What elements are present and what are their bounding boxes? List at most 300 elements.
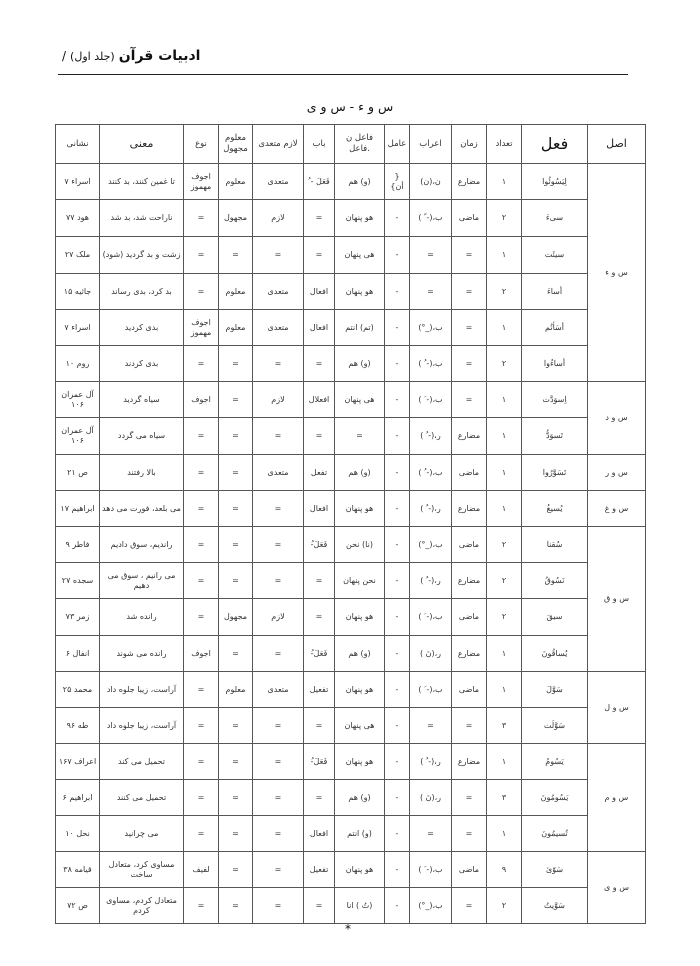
amil-cell: { أن}	[385, 164, 410, 200]
amil-cell: -	[385, 527, 410, 563]
transitivity-cell: متعدی	[253, 164, 304, 200]
voice-cell: =	[219, 237, 253, 274]
meaning-cell: رانده می شوند	[100, 636, 184, 672]
meaning-cell: می بلعد، فورت می دهد	[100, 491, 184, 527]
voice-cell: =	[219, 816, 253, 852]
count-cell: ۱	[487, 382, 522, 418]
voice-cell: =	[219, 708, 253, 744]
subject-cell: (و) هم	[335, 455, 385, 491]
irab-cell: ر،(- ُ )	[410, 563, 452, 599]
count-cell: ۱	[487, 744, 522, 780]
amil-cell: -	[385, 310, 410, 346]
reference-cell: طه ۹۶	[56, 708, 100, 744]
tense-cell: =	[452, 780, 487, 816]
verb-cell: یُسیغُ	[522, 491, 588, 527]
bab-cell: =	[304, 563, 335, 599]
reference-cell: ملک ۲۷	[56, 237, 100, 274]
table-row	[56, 200, 646, 237]
subject-cell: (نا) نحن	[335, 527, 385, 563]
tense-cell: ماضی	[452, 455, 487, 491]
type-cell: =	[184, 708, 219, 744]
tense-cell: مضارع	[452, 744, 487, 780]
amil-cell: -	[385, 418, 410, 455]
reference-cell: آل عمران ۱۰۶	[56, 382, 100, 418]
irab-cell: ب،(- َ )	[410, 382, 452, 418]
bab-cell: تفعیل	[304, 852, 335, 888]
voice-cell: =	[219, 346, 253, 382]
tense-cell: =	[452, 382, 487, 418]
count-cell: ۲	[487, 274, 522, 310]
subject-cell: هو پنهان	[335, 672, 385, 708]
verb-cell: سَوّیٰ	[522, 852, 588, 888]
count-cell: ۲	[487, 200, 522, 237]
tense-cell: =	[452, 708, 487, 744]
voice-cell: =	[219, 780, 253, 816]
col-count: تعداد	[487, 125, 522, 164]
tense-cell: ماضی	[452, 599, 487, 636]
irab-cell: ر،(- ُ )	[410, 491, 452, 527]
root-cell: س و ر	[588, 455, 646, 491]
transitivity-cell: =	[253, 527, 304, 563]
irab-cell: ب،(_°)	[410, 527, 452, 563]
root-cell: س و ی	[588, 852, 646, 924]
table-row	[56, 852, 646, 888]
root-cell: س و م	[588, 744, 646, 852]
col-tense: زمان	[452, 125, 487, 164]
amil-cell: -	[385, 455, 410, 491]
subject-cell: نحن پنهان	[335, 563, 385, 599]
meaning-cell: راندیم، سوق دادیم	[100, 527, 184, 563]
subject-cell: (و) هم	[335, 780, 385, 816]
book-title: ادبیات قرآن	[118, 48, 201, 64]
table-row	[56, 418, 646, 455]
verb-cell: یَسُومُونَ	[522, 780, 588, 816]
bab-cell: =	[304, 599, 335, 636]
transitivity-cell: لازم	[253, 200, 304, 237]
root-cell: س و ل	[588, 672, 646, 744]
count-cell: ۲	[487, 563, 522, 599]
table-row	[56, 599, 646, 636]
verb-cell: سیءَ	[522, 200, 588, 237]
voice-cell: =	[219, 636, 253, 672]
tense-cell: =	[452, 310, 487, 346]
subject-cell: هو پنهان	[335, 491, 385, 527]
transitivity-cell: لازم	[253, 599, 304, 636]
type-cell: =	[184, 237, 219, 274]
reference-cell: ص ۲۱	[56, 455, 100, 491]
subject-cell: (و) هم	[335, 346, 385, 382]
bab-cell: افعلال	[304, 382, 335, 418]
amil-cell: -	[385, 708, 410, 744]
reference-cell: محمد ۲۵	[56, 672, 100, 708]
count-cell: ۱	[487, 816, 522, 852]
root-cell: س و ق	[588, 527, 646, 672]
bab-cell: فَعَلَ-ُ	[304, 636, 335, 672]
table-body	[56, 164, 646, 924]
col-bab: باب	[304, 125, 335, 164]
amil-cell: -	[385, 852, 410, 888]
irab-cell: ب،(_°)	[410, 888, 452, 924]
amil-cell: -	[385, 563, 410, 599]
reference-cell: آل عمران ۱۰۶	[56, 418, 100, 455]
amil-cell: -	[385, 382, 410, 418]
irab-cell: =	[410, 708, 452, 744]
irab-cell: ب،(- َ )	[410, 672, 452, 708]
amil-cell: -	[385, 491, 410, 527]
bab-cell: تفعل	[304, 455, 335, 491]
type-cell: =	[184, 491, 219, 527]
amil-cell: -	[385, 237, 410, 274]
transitivity-cell: =	[253, 744, 304, 780]
type-cell: اجوف مهموز	[184, 164, 219, 200]
count-cell: ۲	[487, 599, 522, 636]
count-cell: ۱	[487, 164, 522, 200]
type-cell: =	[184, 455, 219, 491]
amil-cell: -	[385, 816, 410, 852]
type-cell: =	[184, 563, 219, 599]
verb-cell: اِسوَدَّت	[522, 382, 588, 418]
col-amil: عامل	[385, 125, 410, 164]
meaning-cell: آراست، زیبا جلوه داد	[100, 672, 184, 708]
reference-cell: روم ۱۰	[56, 346, 100, 382]
verb-cell: سَوَّیتُ	[522, 888, 588, 924]
tense-cell: مضارع	[452, 491, 487, 527]
amil-cell: -	[385, 888, 410, 924]
verb-cell: تُسیمُونَ	[522, 816, 588, 852]
count-cell: ۱	[487, 455, 522, 491]
reference-cell: اسراء ۷	[56, 164, 100, 200]
table-row	[56, 237, 646, 274]
meaning-cell: سیاه گردید	[100, 382, 184, 418]
bab-cell: =	[304, 888, 335, 924]
tense-cell: =	[452, 237, 487, 274]
amil-cell: -	[385, 672, 410, 708]
type-cell: =	[184, 274, 219, 310]
amil-cell: -	[385, 744, 410, 780]
tense-cell: مضارع	[452, 164, 487, 200]
transitivity-cell: =	[253, 636, 304, 672]
transitivity-cell: =	[253, 346, 304, 382]
meaning-cell: زشت و بد گردید (شود)	[100, 237, 184, 274]
voice-cell: =	[219, 418, 253, 455]
footer-mark: *	[345, 922, 351, 936]
reference-cell: ابراهیم ۱۷	[56, 491, 100, 527]
table-row	[56, 888, 646, 924]
tense-cell: =	[452, 346, 487, 382]
voice-cell: =	[219, 744, 253, 780]
count-cell: ۱	[487, 237, 522, 274]
transitivity-cell: =	[253, 237, 304, 274]
meaning-cell: مساوی کرد، متعادل ساخت	[100, 852, 184, 888]
voice-cell: =	[219, 527, 253, 563]
table-row	[56, 780, 646, 816]
tense-cell: مضارع	[452, 563, 487, 599]
count-cell: ۳	[487, 780, 522, 816]
irab-cell: ر،(نَ )	[410, 636, 452, 672]
meaning-cell: تا غمین کنند، بد کنند	[100, 164, 184, 200]
bab-cell: =	[304, 237, 335, 274]
verb-cell: سیئَت	[522, 237, 588, 274]
verb-cell: لِیَسُوئُوا	[522, 164, 588, 200]
reference-cell: فاطر ۹	[56, 527, 100, 563]
irab-cell: ب،(- َ )	[410, 599, 452, 636]
voice-cell: =	[219, 888, 253, 924]
table-title: س و ء - س و ی	[306, 99, 394, 114]
transitivity-cell: =	[253, 888, 304, 924]
meaning-cell: آراست، زیبا جلوه داد	[100, 708, 184, 744]
subject-cell: هی پنهان	[335, 382, 385, 418]
transitivity-cell: =	[253, 563, 304, 599]
meaning-cell: تحمیل می کنند	[100, 780, 184, 816]
table-row	[56, 744, 646, 780]
transitivity-cell: =	[253, 852, 304, 888]
voice-cell: =	[219, 455, 253, 491]
irab-cell: ب،(- َ )	[410, 852, 452, 888]
amil-cell: -	[385, 599, 410, 636]
bab-cell: =	[304, 708, 335, 744]
meaning-cell: تحمیل می کند	[100, 744, 184, 780]
root-cell: س و ء	[588, 164, 646, 382]
transitivity-cell: =	[253, 708, 304, 744]
table-row	[56, 310, 646, 346]
col-transitivity: لازم متعدی	[253, 125, 304, 164]
verb-cell: تَسَوَّرُوا	[522, 455, 588, 491]
reference-cell: قیامه ۳۸	[56, 852, 100, 888]
table-header-row	[56, 125, 646, 164]
amil-cell: -	[385, 274, 410, 310]
table-row	[56, 816, 646, 852]
amil-cell: -	[385, 346, 410, 382]
count-cell: ۱	[487, 491, 522, 527]
count-cell: ۱	[487, 418, 522, 455]
reference-cell: جاثیه ۱۵	[56, 274, 100, 310]
subject-cell: (و) هم	[335, 164, 385, 200]
meaning-cell: می چرانید	[100, 816, 184, 852]
reference-cell: اسراء ۷	[56, 310, 100, 346]
amil-cell: -	[385, 636, 410, 672]
type-cell: =	[184, 780, 219, 816]
count-cell: ۲	[487, 346, 522, 382]
subject-cell: (و) هم	[335, 636, 385, 672]
transitivity-cell: =	[253, 418, 304, 455]
subject-cell: هو پنهان	[335, 744, 385, 780]
bab-cell: فَعَلَ - ُ	[304, 164, 335, 200]
reference-cell: نحل ۱۰	[56, 816, 100, 852]
root-cell: س و د	[588, 382, 646, 455]
verb-cell: سیقَ	[522, 599, 588, 636]
table-row	[56, 455, 646, 491]
subject-cell: هی پنهان	[335, 237, 385, 274]
reference-cell: انفال ۶	[56, 636, 100, 672]
col-irab: اعراب	[410, 125, 452, 164]
table-row	[56, 274, 646, 310]
reference-cell: سجده ۲۷	[56, 563, 100, 599]
count-cell: ۳	[487, 708, 522, 744]
bab-cell: =	[304, 418, 335, 455]
root-cell: س و غ	[588, 491, 646, 527]
table-row	[56, 164, 646, 200]
voice-cell: معلوم	[219, 164, 253, 200]
bab-cell: تفعیل	[304, 672, 335, 708]
transitivity-cell: =	[253, 816, 304, 852]
type-cell: اجوف	[184, 382, 219, 418]
voice-cell: =	[219, 563, 253, 599]
meaning-cell: بالا رفتند	[100, 455, 184, 491]
table-row	[56, 382, 646, 418]
transitivity-cell: =	[253, 780, 304, 816]
type-cell: =	[184, 888, 219, 924]
voice-cell: معلوم	[219, 672, 253, 708]
irab-cell: =	[410, 237, 452, 274]
transitivity-cell: متعدی	[253, 455, 304, 491]
transitivity-cell: متعدی	[253, 310, 304, 346]
voice-cell: =	[219, 491, 253, 527]
meaning-cell: رانده شد	[100, 599, 184, 636]
type-cell: =	[184, 527, 219, 563]
meaning-cell: بد کرد، بدی رساند	[100, 274, 184, 310]
col-verb: فعل	[522, 125, 588, 164]
col-voice: معلوم مجهول	[219, 125, 253, 164]
reference-cell: زمر ۷۳	[56, 599, 100, 636]
voice-cell: مجهول	[219, 599, 253, 636]
subject-cell: هو پنهان	[335, 852, 385, 888]
irab-cell: ن،(ن)	[410, 164, 452, 200]
verb-cell: یَسُومُ	[522, 744, 588, 780]
irab-cell: ب،(- ُ )	[410, 346, 452, 382]
header-separator: /	[62, 49, 67, 63]
meaning-cell: می رانیم ، سوق می دهیم	[100, 563, 184, 599]
bab-cell: افعال	[304, 491, 335, 527]
type-cell: اجوف مهموز	[184, 310, 219, 346]
table-row	[56, 563, 646, 599]
type-cell: =	[184, 672, 219, 708]
reference-cell: ص ۷۲	[56, 888, 100, 924]
count-cell: ۱	[487, 636, 522, 672]
irab-cell: =	[410, 274, 452, 310]
transitivity-cell: متعدی	[253, 274, 304, 310]
transitivity-cell: لازم	[253, 382, 304, 418]
subject-cell: هو پنهان	[335, 274, 385, 310]
type-cell: لفیف	[184, 852, 219, 888]
col-root: اصل	[588, 125, 646, 164]
type-cell: =	[184, 418, 219, 455]
type-cell: =	[184, 744, 219, 780]
type-cell: =	[184, 346, 219, 382]
meaning-cell: ناراحت شد، بد شد	[100, 200, 184, 237]
voice-cell: =	[219, 382, 253, 418]
meaning-cell: بدی کردند	[100, 346, 184, 382]
bab-cell: فَعَلَ-ُ	[304, 744, 335, 780]
verb-cell: تَسوَدُّ	[522, 418, 588, 455]
tense-cell: =	[452, 816, 487, 852]
table-row	[56, 527, 646, 563]
meaning-cell: سیاه می گردد	[100, 418, 184, 455]
type-cell: =	[184, 816, 219, 852]
verb-cell: أسَأتُم	[522, 310, 588, 346]
page-header	[62, 48, 200, 64]
tense-cell: ماضی	[452, 672, 487, 708]
amil-cell: -	[385, 200, 410, 237]
verb-cell: نَسُوقُ	[522, 563, 588, 599]
irab-cell: ر،(- ُ )	[410, 418, 452, 455]
irab-cell: ب،(- ً )	[410, 200, 452, 237]
header-rule	[58, 74, 628, 75]
count-cell: ۲	[487, 527, 522, 563]
subject-cell: (و) انتم	[335, 816, 385, 852]
table-row	[56, 672, 646, 708]
tense-cell: مضارع	[452, 418, 487, 455]
col-subject: فاعل ن .فاعل	[335, 125, 385, 164]
verb-analysis-table	[55, 124, 646, 924]
subject-cell: هی پنهان	[335, 708, 385, 744]
table-row	[56, 491, 646, 527]
table-row	[56, 636, 646, 672]
irab-cell: ر،(نَ )	[410, 780, 452, 816]
col-type: نوع	[184, 125, 219, 164]
volume-label: (جلد اول)	[70, 50, 115, 63]
subject-cell: هو پنهان	[335, 599, 385, 636]
tense-cell: ماضی	[452, 527, 487, 563]
irab-cell: ر،(- ُ )	[410, 744, 452, 780]
transitivity-cell: متعدی	[253, 672, 304, 708]
irab-cell: ب،(_°)	[410, 310, 452, 346]
voice-cell: معلوم	[219, 274, 253, 310]
count-cell: ۹	[487, 852, 522, 888]
bab-cell: =	[304, 200, 335, 237]
irab-cell: =	[410, 816, 452, 852]
tense-cell: ماضی	[452, 852, 487, 888]
type-cell: =	[184, 599, 219, 636]
table-row	[56, 346, 646, 382]
verb-cell: سَوَّلَت	[522, 708, 588, 744]
tense-cell: =	[452, 888, 487, 924]
count-cell: ۲	[487, 888, 522, 924]
verb-cell: یُساقُونَ	[522, 636, 588, 672]
tense-cell: ماضی	[452, 200, 487, 237]
amil-cell: -	[385, 780, 410, 816]
verb-cell: أساءُوا	[522, 346, 588, 382]
meaning-cell: بدی کردید	[100, 310, 184, 346]
voice-cell: =	[219, 852, 253, 888]
bab-cell: =	[304, 346, 335, 382]
voice-cell: معلوم	[219, 310, 253, 346]
tense-cell: =	[452, 274, 487, 310]
type-cell: اجوف	[184, 636, 219, 672]
irab-cell: ب،(- ُ )	[410, 455, 452, 491]
count-cell: ۱	[487, 672, 522, 708]
reference-cell: ابراهیم ۶	[56, 780, 100, 816]
tense-cell: مضارع	[452, 636, 487, 672]
bab-cell: افعال	[304, 274, 335, 310]
subject-cell: =	[335, 418, 385, 455]
col-meaning: معنی	[100, 125, 184, 164]
col-reference: نشانی	[56, 125, 100, 164]
verb-cell: سُقنا	[522, 527, 588, 563]
transitivity-cell: =	[253, 491, 304, 527]
subject-cell: (تُ ) انا	[335, 888, 385, 924]
subject-cell: (تم) انتم	[335, 310, 385, 346]
bab-cell: =	[304, 780, 335, 816]
count-cell: ۱	[487, 310, 522, 346]
verb-cell: سَوَّلَ	[522, 672, 588, 708]
reference-cell: اعراف ۱۶۷	[56, 744, 100, 780]
bab-cell: فَعَلَ-ُ	[304, 527, 335, 563]
reference-cell: هود ۷۷	[56, 200, 100, 237]
meaning-cell: متعادل کردم، مساوی کردم	[100, 888, 184, 924]
bab-cell: افعال	[304, 816, 335, 852]
bab-cell: افعال	[304, 310, 335, 346]
subject-cell: هو پنهان	[335, 200, 385, 237]
